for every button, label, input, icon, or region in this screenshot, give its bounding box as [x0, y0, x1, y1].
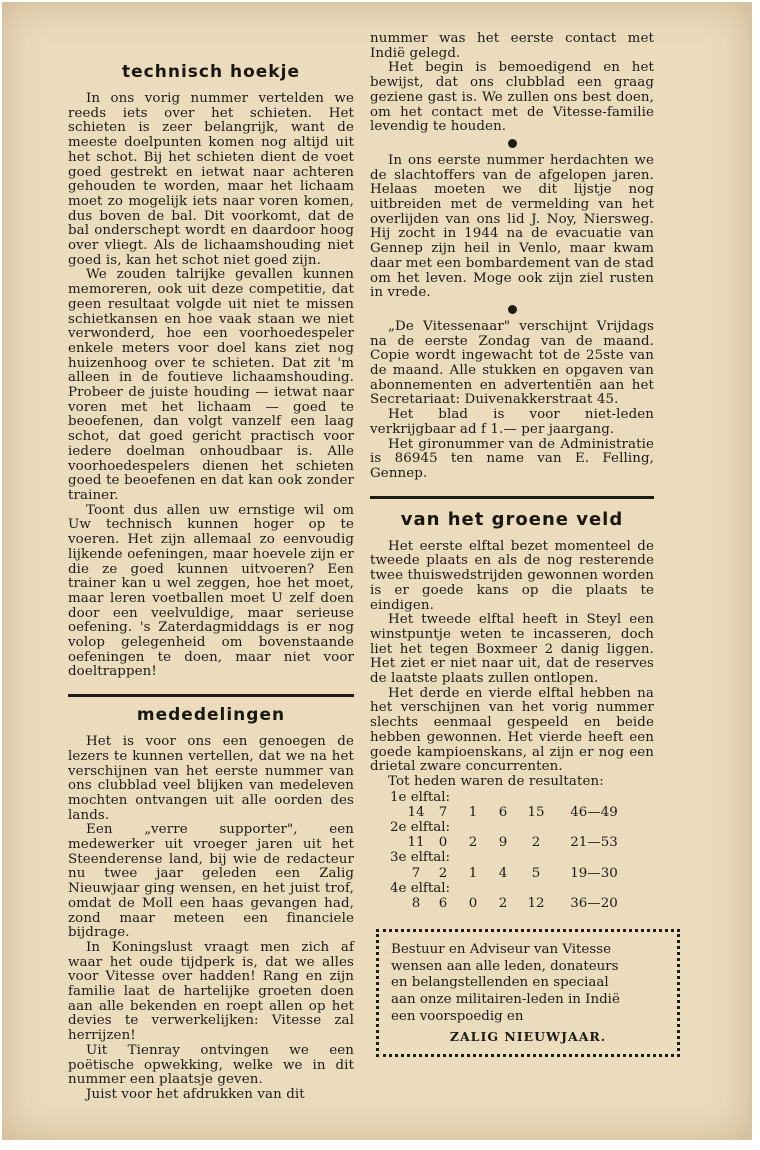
result-cell: 14 — [407, 804, 425, 820]
result-cell: 12 — [527, 896, 545, 912]
results-table — [370, 790, 654, 912]
med-paragraph: Het is voor ons een genoegen de lezers te kunnen vertellen, dat we na het verschijnen van het eerste nummer van ons clubblad veel blijken van medeleven mochten ontvangen uit alle oorden des lands. — [68, 734, 354, 823]
med-paragraph: Een „verre supporter", een medewerker uit vroeger jaren uit het Steenderense land, bij wie de redacteur nu twee jaar geleden een Zalig Nieuwjaar ging wensen, en het juist trof, omdat de Moll een haas gevangen had, zond maar meteen een financiele bijdrage. — [68, 822, 354, 941]
result-cell: 21—53 — [570, 835, 618, 851]
team-label: 2e elftal: — [390, 820, 451, 836]
tech-paragraph: We zouden talrijke gevallen kunnen memoreren, ook uit deze competitie, dat geen resultaat volgde uit niet te missen schietkansen en hoe vaak staan we niet verwonderd, hoe een voorhoedespeler enkele meters voor doel kans ziet nog huizenhoog over te schieten. Dat zit 'm alleen in de foutieve lichaamshouding. Probeer de juiste houding — ietwat naar voren met het lichaam — goed te beoefenen, dan volgt vanzelf een laag schot, dat goed gericht practisch voor iedere doelman onhoudbaar is. Alle voorhoedespelers dienen het schieten goed te beoefenen en dat kan ook zonder trainer. — [68, 267, 354, 503]
colophon-paragraph: Het blad is voor niet-leden verkrijgbaar ad f 1.— per jaargang. — [370, 407, 654, 437]
tech-paragraph: In ons vorig nummer vertelden we reeds iets over het schieten. Het schieten is zeer belangrijk, want de meeste doelpunten komen nog altijd uit het schot. Bij het schieten dient de voet goed gestrekt en ietwat naar achteren gehouden te worden, maar het lichaam moet zo mogelijk iets naar voren komen, dus boven de bal. Dit voorkomt, dat de bal onderschept wordt en daardoor hoog over vliegt. Als de lichaamshouding niet goed is, kan het schot niet goed zijn. — [68, 91, 354, 268]
newspaper-page — [2, 2, 752, 1140]
results-intro: Tot heden waren de resultaten: — [388, 773, 604, 789]
med-paragraph: In Koningslust vraagt men zich af waar het oude tijdperk is, dat we alles voor Vitesse over hadden! Rang en zijn familie laat de hartelijke groeten doen aan alle bekenden en roept allen op het devies te verwerkelijken: Vitesse zal herrijzen! — [68, 939, 354, 1044]
team-results-row — [370, 805, 654, 820]
result-cell: 2 — [438, 865, 448, 881]
left-column — [68, 58, 354, 1103]
result-cell: 2 — [531, 835, 541, 851]
heading-van-het-groene-veld: van het groene veld — [400, 508, 624, 530]
bullet-separator — [508, 305, 517, 314]
result-cell: 9 — [498, 835, 508, 851]
result-cell: 6 — [438, 896, 448, 912]
team-label: 4e elftal: — [390, 880, 451, 896]
memorial-paragraph: In ons eerste nummer herdachten we de slachtoffers van de afgelopen jaren. Helaas moeten we dit lijstje nog uitbreiden met de vermelding van het overlijden van ons lid J. Noy, Niersweg. Hij zocht in 1944 na de evacuatie van Gennep zijn heil in Venlo, maar kwam daar met een bombardement van de stad om het leven. Moge ook zijn ziel rusten in vrede. — [370, 152, 654, 301]
result-cell: 36—20 — [570, 896, 618, 912]
team-results-row — [370, 896, 654, 911]
veld-paragraph: Het tweede elftal heeft in Steyl een winstpuntje weten te incasseren, doch liet het tegen Boxmeer 2 danig liggen. Het ziet er niet naar uit, dat de reserves de laatste plaats zullen ontlopen. — [370, 612, 654, 687]
result-cell: 6 — [498, 804, 508, 820]
result-cell: 0 — [438, 835, 448, 851]
result-cell: 8 — [411, 896, 421, 912]
result-cell: 15 — [527, 804, 545, 820]
result-cell: 2 — [498, 896, 508, 912]
med-paragraph: Juist voor het afdrukken van dit — [86, 1087, 305, 1102]
heading-technisch-hoekje: technisch hoekje — [122, 62, 300, 82]
greeting-line: Bestuur en Adviseur van Vitesse — [391, 942, 612, 958]
result-cell: 2 — [468, 835, 478, 851]
right-column — [370, 32, 654, 1057]
result-cell: 0 — [468, 896, 478, 912]
med-paragraph: Uit Tienray ontvingen we een poëtische opwekking, welke we in dit nummer een plaatsje geven. — [68, 1042, 354, 1088]
result-cell: 5 — [531, 865, 541, 881]
heading-mededelingen: mededelingen — [136, 705, 286, 726]
result-cell: 7 — [438, 804, 448, 820]
veld-paragraph: Het derde en vierde elftal hebben na het verschijnen van het vorig nummer slechts eenmaal gespeeld en beide hebben gewonnen. Het vierde heeft een goede kampioenskans, al zijn er nog een drietal zware concurrenten. — [370, 685, 654, 775]
result-cell: 1 — [468, 804, 478, 820]
section-divider — [370, 496, 654, 499]
greeting-line: wensen aan alle leden, donateurs — [391, 958, 619, 974]
result-cell: 1 — [468, 865, 478, 881]
colophon-paragraph: „De Vitessenaar" verschijnt Vrijdags na de eerste Zondag van de maand. Copie wordt ingewacht tot de 25ste van de maand. Alle stukken en opgaven van abonnementen en advertentiën aan het Secretariaat: Duivenakkerstraat 45. — [370, 318, 654, 408]
result-cell: 7 — [411, 865, 421, 881]
team-results-row — [370, 866, 654, 881]
result-cell: 19—30 — [570, 865, 618, 881]
greeting-closing: ZALIG NIEUWJAAR. — [449, 1029, 607, 1045]
colophon-paragraph: Het gironummer van de Administratie is 86945 ten name van E. Felling, Gennep. — [370, 436, 654, 481]
result-cell: 46—49 — [570, 804, 618, 820]
greeting-line: en belangstellenden en speciaal — [391, 975, 609, 991]
team-label: 3e elftal: — [390, 850, 451, 866]
result-cell: 4 — [498, 865, 508, 881]
continued-paragraph: Het begin is bemoedigend en het bewijst, dat ons clubblad een graag geziene gast is. We zullen ons best doen, om het contact met de Vitesse-familie levendig te houden. — [370, 60, 654, 135]
veld-paragraph: Het eerste elftal bezet momenteel de tweede plaats en als de nog resterende twee thuiswedstrijden gewonnen worden is er goede kans op die plaats te eindigen. — [370, 538, 654, 613]
greeting-line: een voorspoedig en — [391, 1008, 524, 1024]
result-cell: 11 — [407, 835, 425, 851]
section-divider — [68, 694, 354, 697]
new-year-greeting-box — [376, 929, 680, 1057]
tech-paragraph: Toont dus allen uw ernstige wil om Uw technisch kunnen hoger op te voeren. Het zijn allemaal zo eenvoudig lijkende oefeningen, maar hoevele zijn er die ze goed kunnen uitvoeren? Een trainer kan u wel zeggen, hoe het moet, maar leren voetballen moet U zelf doen door een veelvuldige, maar serieuse oefening. 's Zaterdagmiddags is er nog volop gelegenheid om bovenstaande oefeningen te doen, maar niet voor doeltrappen! — [68, 502, 354, 680]
team-label: 1e elftal: — [390, 789, 451, 805]
bullet-separator — [508, 139, 517, 148]
continued-paragraph: nummer was het eerste contact met Indië gelegd. — [370, 31, 654, 61]
team-results-row — [370, 835, 654, 850]
greeting-line: aan onze militairen-leden in Indië — [391, 992, 620, 1008]
